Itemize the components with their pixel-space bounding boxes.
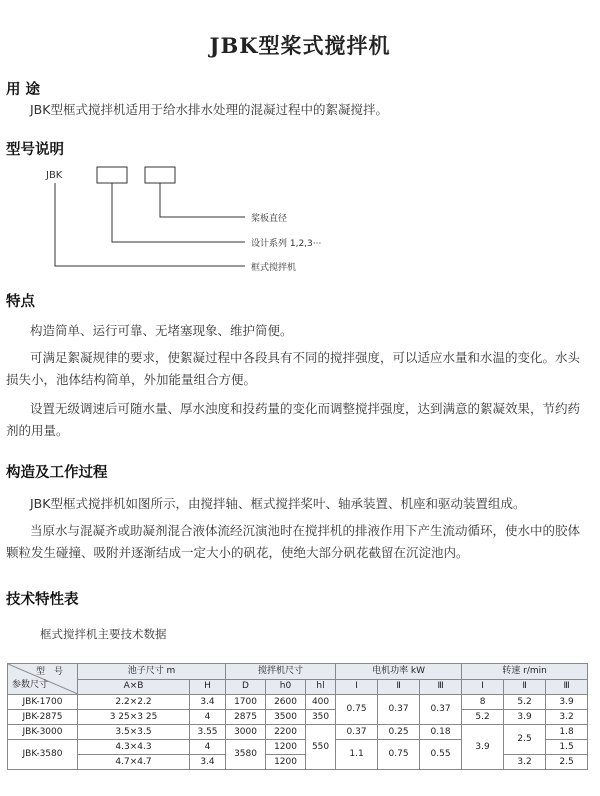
cell-speed-3: 3.9 [546, 695, 588, 710]
cell-speed-3: 2.5 [546, 755, 588, 770]
model-line-diameter [160, 183, 245, 217]
cell-power-1: 0.37 [336, 725, 378, 740]
structure-paragraph-2: 当原水与混凝齐或助凝剂混合液体流经沉演池时在搅拌机的排液作用下产生流动循环，使水中的胶体颗粒发生碰撞、吸附并逐渐结成一定大小的矾花，使绝大部分矾花截留在沉淀池内。 [6, 523, 581, 560]
cell-model: JBK-3580 [8, 740, 78, 770]
sub-h0: h0 [266, 679, 306, 695]
label-frame-mixer: 框式搅拌机 [251, 263, 297, 273]
spec-heading: 技术特性表 [6, 592, 79, 608]
feature-paragraph-1: 构造简单、运行可靠、无堵塞现象、维护简便。 [30, 323, 293, 338]
cell-power-2: 0.37 [378, 695, 420, 725]
cell-model: JBK-3000 [8, 725, 78, 740]
cell-speed-2: 3.2 [504, 755, 546, 770]
table-row [8, 725, 588, 740]
cell-h: 3.55 [190, 725, 226, 740]
usage-text: JBK型框式搅拌机适用于给水排水处理的混凝过程中的絮凝搅拌。 [30, 102, 388, 117]
sub-power-3: Ⅲ [420, 679, 462, 695]
sub-ab: A×B [78, 679, 190, 695]
cell-model: JBK-1700 [8, 695, 78, 710]
sub-hl: hl [306, 679, 336, 695]
model-heading: 型号说明 [6, 142, 64, 158]
spec-caption: 框式搅拌机主要技术数据 [40, 627, 167, 641]
model-box-2 [145, 167, 175, 183]
cell-power-3: 0.18 [420, 725, 462, 740]
features-heading: 特点 [6, 294, 35, 310]
cell-h0: 1200 [266, 740, 306, 755]
sub-power-2: Ⅱ [378, 679, 420, 695]
cell-hl: 350 [306, 710, 336, 725]
cell-power-1: 0.75 [336, 695, 378, 725]
cell-model: JBK-2875 [8, 710, 78, 725]
cell-ab: 4.7×4.7 [78, 755, 190, 770]
cell-power-1: 1.1 [336, 740, 378, 770]
structure-paragraph-1: JBK型框式搅拌机如图所示，由搅拌轴、框式搅拌桨叶、轴承装置、机座和驱动装置组成。 [30, 496, 526, 511]
cell-d: 1700 [226, 695, 266, 710]
sub-speed-2: Ⅱ [504, 679, 546, 695]
cell-hl: 400 [306, 695, 336, 710]
sub-power-1: Ⅰ [336, 679, 378, 695]
table-row [8, 710, 588, 725]
cell-ab: 2.2×2.2 [78, 695, 190, 710]
cell-ab: 3.5×3.5 [78, 725, 190, 740]
cell-power-3: 0.37 [420, 695, 462, 725]
cell-speed-1: 5.2 [462, 710, 504, 725]
cell-speed-1: 8 [462, 695, 504, 710]
cell-speed-2: 5.2 [504, 695, 546, 710]
cell-h: 4 [190, 740, 226, 755]
cell-h0: 2600 [266, 695, 306, 710]
group-speed: 转速 r/min [462, 664, 588, 680]
cell-h0: 1200 [266, 755, 306, 770]
cell-ab: 4.3×4.3 [78, 740, 190, 755]
cell-d: 3580 [226, 740, 266, 770]
cell-h0: 2200 [266, 725, 306, 740]
cell-power-3: 0.55 [420, 740, 462, 770]
cell-h: 4 [190, 710, 226, 725]
cell-speed-3: 3.2 [546, 710, 588, 725]
cell-power-2: 0.75 [378, 740, 420, 770]
label-paddle-diameter: 桨板直径 [251, 214, 288, 224]
cell-speed-2: 2.5 [504, 725, 546, 755]
corner-bottom-label: 参数尺寸 [12, 680, 49, 690]
sub-speed-3: Ⅲ [546, 679, 588, 695]
feature-paragraph-3: 设置无级调速后可随水量、厚水浊度和投药量的变化而调整搅拌强度，达到满意的絮凝效果，节约药剂的用量。 [6, 401, 581, 438]
label-design-series: 设计系列 1,2,3··· [251, 239, 322, 249]
cell-power-2: 0.25 [378, 725, 420, 740]
sub-h: H [190, 679, 226, 695]
sub-d: D [226, 679, 266, 695]
cell-ab: 3 25×3 25 [78, 710, 190, 725]
group-pool-size: 池子尺寸 m [78, 664, 226, 680]
cell-d: 3000 [226, 725, 266, 740]
corner-top-label: 型 号 [35, 667, 63, 677]
feature-paragraph-2: 可满足絮凝规律的要求，使絮凝过程中各段具有不同的搅拌强度，可以适应水量和水温的变化。水头损失小，池体结构简单，外加能量组合方便。 [6, 350, 581, 387]
cell-speed-2: 3.9 [504, 710, 546, 725]
usage-heading: 用 途 [6, 82, 41, 98]
cell-h: 3.4 [190, 695, 226, 710]
cell-h0: 3500 [266, 710, 306, 725]
cell-hl: 550 [306, 725, 336, 770]
model-prefix: JBK [46, 170, 63, 181]
group-motor-power: 电机功率 kW [336, 664, 462, 680]
spec-table [7, 663, 588, 770]
page-title: JBK型桨式搅拌机 [209, 33, 391, 58]
cell-speed-3: 1.5 [546, 740, 588, 755]
structure-heading: 构造及工作过程 [6, 465, 108, 481]
cell-d: 2875 [226, 710, 266, 725]
cell-h: 3.4 [190, 755, 226, 770]
model-line-type [55, 183, 245, 266]
cell-speed-1: 3.9 [462, 725, 504, 770]
cell-speed-3: 1.8 [546, 725, 588, 740]
group-mixer-size: 搅拌机尺寸 [226, 664, 336, 680]
table-row [8, 695, 588, 710]
table-corner [8, 664, 78, 695]
model-box-1 [97, 167, 127, 183]
model-line-series [112, 183, 245, 242]
sub-speed-1: Ⅰ [462, 679, 504, 695]
